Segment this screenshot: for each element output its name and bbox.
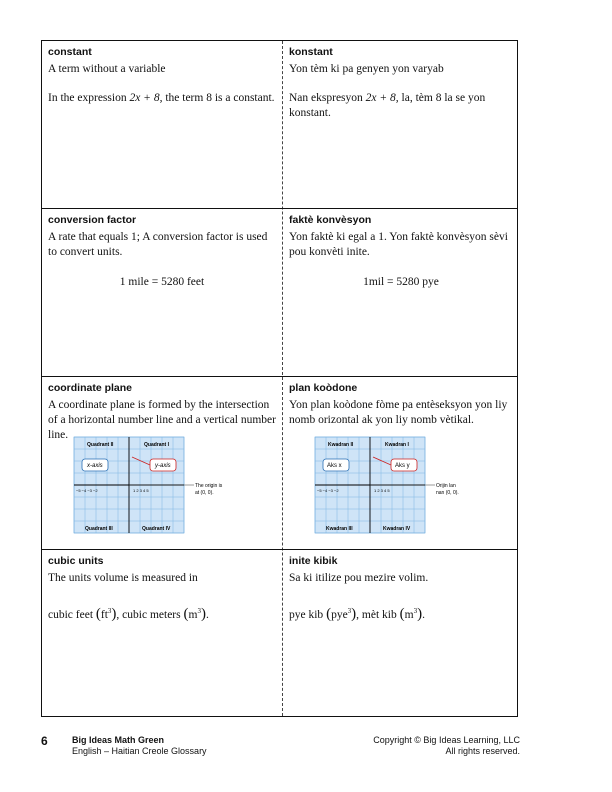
term-heading: conversion factor [48, 214, 137, 226]
quadrant-label: Kwadran I [385, 442, 409, 448]
copyright-text: Copyright © Big Ideas Learning, LLC [373, 735, 520, 745]
term-definition: A rate that equals 1; A conversion factor is used to convert units. [48, 231, 268, 258]
term-definition: Sa ki itilize pou mezire volim. [289, 572, 429, 584]
quadrant-label: Kwadran IV [383, 526, 411, 532]
y-axis-callout: Aks y [395, 463, 410, 469]
entry-en-conversion-factor [42, 209, 282, 376]
axis-tick-labels: −5 −4 −3 −2 [317, 488, 339, 493]
glossary-grid [41, 40, 518, 717]
term-example: 1 mile = 5280 feet [119, 276, 205, 288]
entry-ht-constant [283, 41, 519, 208]
term-heading: faktè konvèsyon [289, 214, 372, 226]
entry-en-constant [42, 41, 282, 208]
origin-note: Orijin lan [436, 483, 456, 489]
x-axis-callout: x-axis [87, 463, 103, 469]
origin-note: nan (0, 0). [436, 490, 459, 496]
term-definition: Yon plan koòdone fòme pa entèseksyon yon liy nomb orizontal ak yon liy nomb vètikal. [289, 399, 508, 426]
term-definition: Yon tèm ki pa genyen yon varyab [289, 63, 444, 75]
quadrant-label: Quadrant IV [142, 526, 171, 532]
term-definition: A coordinate plane is formed by the intersection of a horizontal number line and a vertical number line. [48, 399, 276, 441]
quadrant-label: Quadrant III [85, 526, 113, 532]
coordinate-plane-diagram [54, 435, 254, 535]
book-subtitle: English – Haitian Creole Glossary [72, 746, 207, 756]
quadrant-label: Quadrant II [87, 442, 114, 448]
x-axis-callout: Aks x [327, 463, 342, 469]
y-axis-callout: y-axis [155, 463, 171, 469]
axis-tick-labels: −5 −4 −3 −2 [76, 488, 98, 493]
book-title: Big Ideas Math Green [72, 735, 165, 745]
axis-tick-labels: 1 2 3 4 5 [133, 488, 149, 493]
term-example: 1mil = 5280 pye [363, 276, 439, 288]
quadrant-label: Kwadran II [328, 442, 354, 448]
entry-ht-cubic-units [283, 550, 519, 718]
term-heading: plan koòdone [289, 382, 358, 394]
origin-note: at (0, 0). [195, 490, 214, 496]
term-definition: A term without a variable [48, 63, 166, 75]
term-heading: constant [48, 46, 92, 58]
term-definition: The units volume is measured in [48, 572, 198, 584]
term-heading: cubic units [48, 555, 104, 567]
term-example: Nan ekspresyon 2x + 8, la, tèm 8 la se yon konstant. [289, 92, 486, 119]
footer-right [373, 735, 520, 757]
term-definition: Yon faktè ki egal a 1. Yon faktè konvèsyon sèvi pou konvèti inite. [289, 231, 508, 258]
term-heading: coordinate plane [48, 382, 133, 394]
coordinate-plane-diagram [295, 435, 495, 535]
page-number: 6 [41, 734, 48, 748]
axis-tick-labels: 1 2 3 4 5 [374, 488, 390, 493]
entry-en-coordinate-plane [42, 377, 282, 549]
quadrant-label: Quadrant I [144, 442, 170, 448]
term-example: pye kib (pye$^3$), mèt kib $(m^3)$. [289, 605, 425, 622]
entry-ht-coordinate-plane [283, 377, 519, 549]
quadrant-label: Kwadran III [326, 526, 353, 532]
origin-note: The origin is [195, 483, 223, 489]
term-heading: inite kibik [289, 555, 338, 567]
entry-ht-conversion-factor [283, 209, 519, 376]
footer-left [72, 735, 207, 757]
term-example: In the expression 2x + 8, the term 8 is a constant. [48, 92, 275, 104]
term-example: cubic feet $(ft^3)$, cubic meters $(m^3)$. [48, 605, 209, 622]
rights-text: All rights reserved. [445, 746, 520, 756]
term-heading: konstant [289, 46, 333, 58]
entry-en-cubic-units [42, 550, 282, 718]
